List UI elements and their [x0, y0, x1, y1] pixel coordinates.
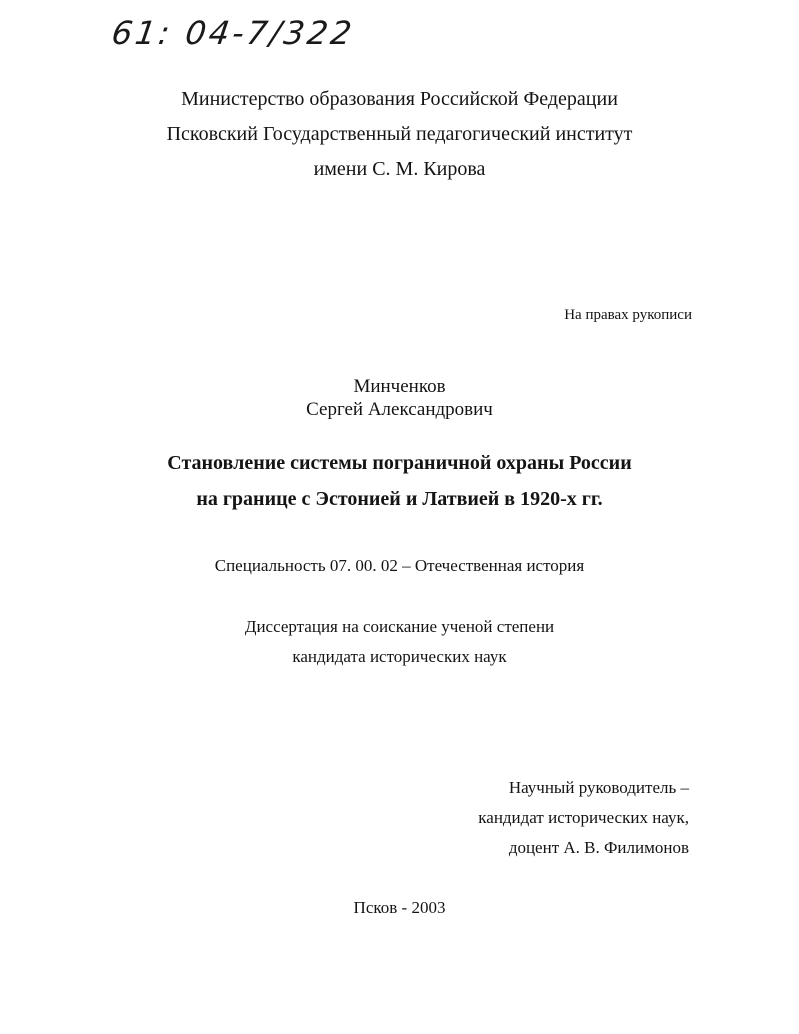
author-given-names: Сергей Александрович [306, 399, 493, 420]
manuscript-rights-note: На правах рукописи [564, 307, 692, 323]
dissertation-title-line-1: Становление системы пограничной охраны России [167, 452, 632, 474]
author-surname: Минченков [353, 376, 446, 397]
degree-statement-line-2: кандидата исторических наук [292, 647, 507, 666]
handwritten-catalog-number: 61: 04-7/322 [109, 14, 357, 52]
degree-statement-line-1: Диссертация на соискание ученой степени [244, 617, 555, 636]
institute-named-after: имени С. М. Кирова [313, 158, 486, 180]
city-and-year: Псков - 2003 [353, 898, 446, 917]
advisor-label: Научный руководитель – [508, 778, 689, 797]
advisor-name: доцент А. В. Филимонов [508, 838, 689, 857]
specialty-code: Специальность 07. 00. 02 – Отечественная история [214, 556, 585, 575]
dissertation-title-line-2: на границе с Эстонией и Латвией в 1920-х гг. [196, 488, 603, 510]
ministry-name: Министерство образования Российской Федерации [181, 88, 618, 110]
institute-name: Псковский Государственный педагогический институт [166, 123, 633, 145]
advisor-degree: кандидат исторических наук, [478, 808, 689, 827]
